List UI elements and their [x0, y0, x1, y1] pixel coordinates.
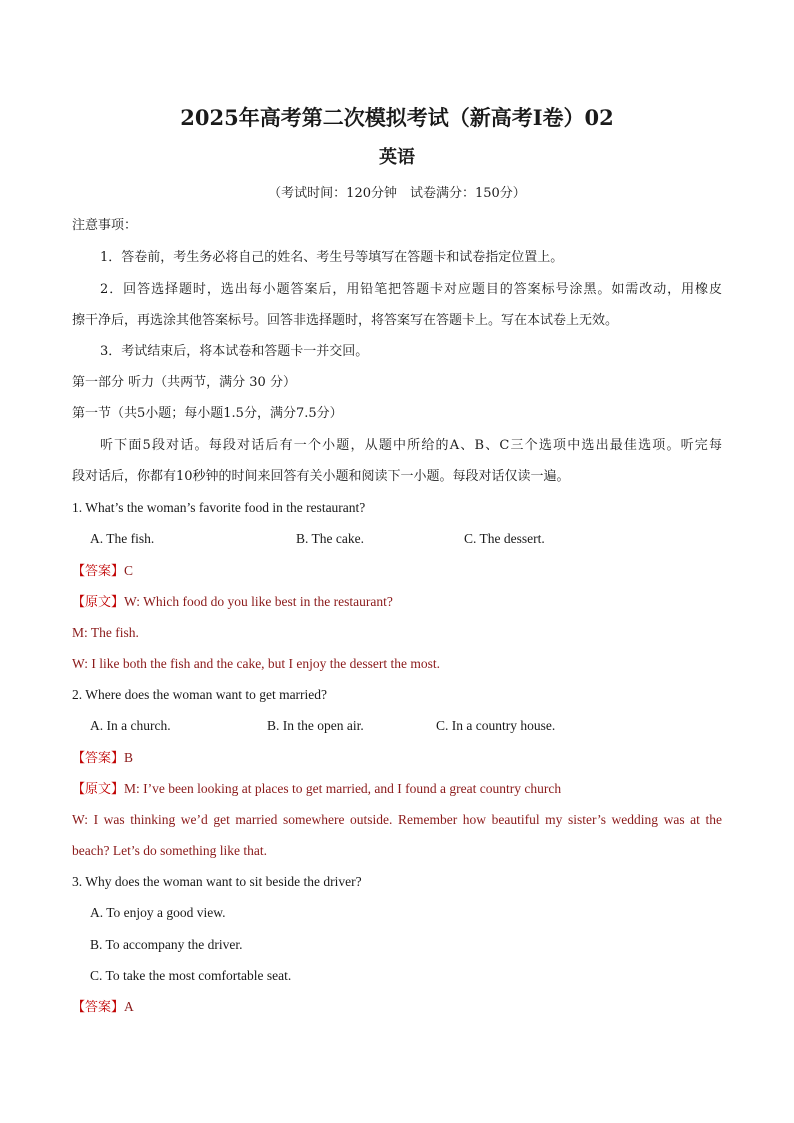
- transcript-text: M: I’ve been looking at places to get married, and I found a great country church: [124, 781, 562, 796]
- question-1-transcript-line1: [72, 592, 722, 613]
- question-2-answer: [72, 748, 722, 769]
- question-1-transcript-line3: W: I like both the fish and the cake, but I enjoy the dessert the most.: [72, 656, 441, 671]
- question-2-option-b: B. In the open air.: [267, 718, 364, 733]
- answer-label: 【答案】: [72, 1000, 125, 1015]
- page-title: 2025年高考第二次模拟考试（新高考I卷）02: [180, 105, 614, 130]
- question-2-stem: 2. Where does the woman want to get married?: [72, 687, 328, 702]
- subject-title: 英语: [379, 147, 415, 168]
- question-1-option-a: A. The fish.: [90, 531, 155, 546]
- answer-label: 【答案】: [72, 751, 125, 766]
- notice-item-3: 3．考试结束后，将本试卷和答题卡一并交回。: [100, 344, 369, 359]
- notice-item-2-line2: 擦干净后，再选涂其他答案标号。回答非选择题时，将答案写在答题卡上。写在本试卷上无效。: [72, 313, 619, 328]
- question-2-option-c: C. In a country house.: [436, 718, 556, 733]
- part1-heading: 第一部分 听力（共两节，满分 30 分）: [72, 375, 296, 390]
- question-1-transcript-line2: M: The fish.: [72, 625, 139, 640]
- notice-item-1: 1．答卷前，考生务必将自己的姓名、考生号等填写在答题卡和试卷指定位置上。: [100, 250, 564, 265]
- transcript-label: 【原文】: [72, 782, 125, 797]
- answer-value: C: [124, 563, 134, 578]
- question-3-option-a: A. To enjoy a good view.: [90, 905, 226, 920]
- section1-heading: 第一节（共5小题；每小题1.5分，满分7.5分）: [72, 406, 343, 421]
- question-1-stem: 1. What’s the woman’s favorite food in the restaurant?: [72, 500, 366, 515]
- notice-item-2-line1: 2．回答选择题时，选出每小题答案后，用铅笔把答题卡对应题目的答案标号涂黑。如需改动，用橡皮: [100, 282, 722, 297]
- notice-heading: 注意事项：: [72, 218, 138, 233]
- question-3-option-b: B. To accompany the driver.: [90, 937, 243, 952]
- answer-value: A: [124, 999, 134, 1014]
- instructions-line1: 听下面5段对话。每段对话后有一个小题，从题中所给的A、B、C三个选项中选出最佳选项。听完每: [100, 438, 722, 453]
- question-3-stem: 3. Why does the woman want to sit beside the driver?: [72, 874, 362, 889]
- question-1-option-c: C. The dessert.: [464, 531, 545, 546]
- question-1-answer: [72, 561, 722, 582]
- question-2-transcript-line1: [72, 779, 722, 800]
- answer-value: B: [124, 750, 134, 765]
- instructions-line2: 段对话后，你都有10秒钟的时间来回答有关小题和阅读下一小题。每段对话仅读一遍。: [72, 469, 570, 484]
- question-1-option-b: B. The cake.: [296, 531, 364, 546]
- answer-label: 【答案】: [72, 564, 125, 579]
- question-2-option-a: A. In a church.: [90, 718, 171, 733]
- question-2-transcript-line3: beach? Let’s do something like that.: [72, 843, 267, 858]
- transcript-text: W: Which food do you like best in the restaurant?: [124, 594, 393, 609]
- question-2-transcript-line2: W: I was thinking we’d get married somewhere outside. Remember how beautiful my sister’s wedding was at the: [72, 812, 722, 827]
- question-3-answer: [72, 997, 722, 1018]
- question-3-option-c: C. To take the most comfortable seat.: [90, 968, 292, 983]
- transcript-label: 【原文】: [72, 595, 125, 610]
- exam-info: （考试时间：120分钟 试卷满分：150分）: [268, 186, 526, 201]
